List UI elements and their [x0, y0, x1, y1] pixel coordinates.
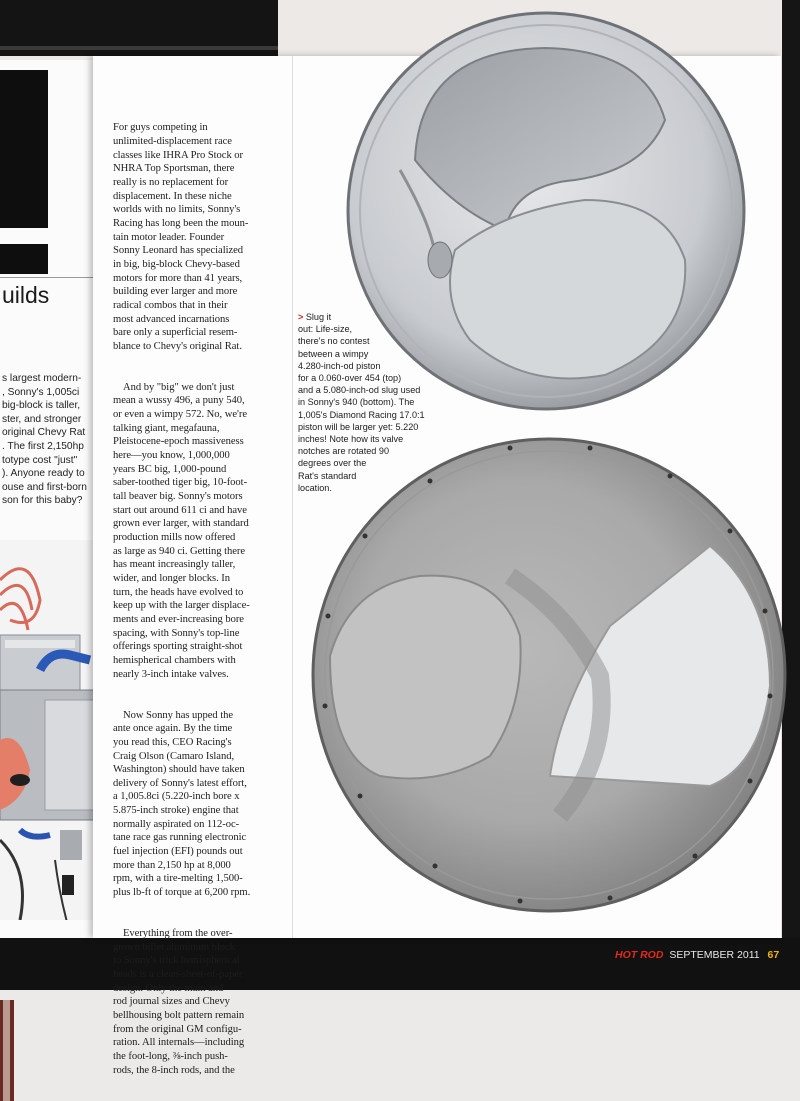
- caption-marker: >: [298, 312, 304, 322]
- top-band-stripe: [0, 46, 278, 50]
- headline-rule: [0, 277, 100, 278]
- article-paragraph-1: For guys competing in unlimited-displacement race classes like IHRA Pro Stock or NHRA Top Sportsman, there really is no replacement for displacement. In these niche worlds with no limits, Sonny's Racing has long been the moun- tain motor leader. Founder Sonny Leonard has specialized in big, big-block Chevy-based motors for more than 41 years, building ever larger and more radical combos that in their most advanced incarnations bare only a superficial resem- blance to Chevy's original Rat.: [113, 122, 249, 352]
- book-spine-inner: [3, 1000, 10, 1101]
- headline-letter-fragment: [0, 70, 48, 228]
- valve-pocket-left: [330, 576, 521, 779]
- left-column-line: original Chevy Rat: [2, 427, 86, 439]
- article-paragraph-3: Now Sonny has upped the ante once again. By the time you read this, CEO Racing's Craig Olson (Camaro Island, Washington) should have taken delivery of Sonny's latest effort, a 1,005.8ci (5.220-inch bore x 5.875-inch stroke) engine that normally aspirated on 112-oc- tane race gas running electronic fuel injection (EFI) pounds out more than 2,150 hp at 8,000 rpm, with a tire-melting 1,500- plus lb-ft of torque at 6,200 rpm.: [113, 709, 251, 899]
- left-column-line: son for this baby?: [2, 495, 83, 507]
- left-column-line: ster, and stronger: [2, 413, 82, 425]
- left-column-line: , Sonny's 1,005ci: [2, 386, 80, 398]
- article-paragraph-2: And by "big" we don't just mean a wussy 496, a puny 540, or even a wimpy 572. No, we're talking giant, megafauna, Pleistocene-epoch massiveness here—you know, 1,000,000 years BC big, 1,000-pound saber-toothed tiger big, 10-foot- tall beaver big. Sonny's motors start out around 611 ci and have grown ever larger, with standard production mills now offered as large as 940 ci. Getting there has meant increasingly taller, wider, and longer blocks. In turn, the heads have evolved to keep up with the larger displace- ments and ever-increasing bore spacing, with Sonny's top-line offerings sporting straight-shot hemispherical chambers with nearly 3-inch intake valves.: [113, 381, 250, 680]
- page-number: 67: [767, 949, 780, 961]
- article-body: [113, 94, 291, 1091]
- caption-text: Slug it out: Life-size, there's no contest between a wimpy 4.280-inch-od piston for a 0.060-over 454 (top) and a 5.080-inch-od slug used in Sonny's 940 (bottom). The 1,005's Diamond Racing 17.0:1 piston will be larger yet: 5.220 inches! Note how its valve notches are rotated 90 degrees over the Rat's standard location.: [298, 312, 425, 493]
- left-column-line: totype cost "just": [2, 454, 78, 466]
- left-column-line: big-block is taller,: [2, 400, 81, 412]
- headline-letter-fragment: [0, 244, 48, 274]
- column-gutter: [292, 56, 293, 938]
- piston-photo-bottom: [310, 436, 788, 914]
- page-footer: [615, 949, 779, 961]
- headline-fragment: uilds: [2, 282, 50, 308]
- article-paragraph-4: Everything from the over- grown billet aluminum block to Sonny's trick hemispherical heads is a clean-sheet-of-paper design. Only the main and rod journal sizes and Chevy bellhousing bolt pattern remain from the original GM configu- ration. All internals—including the foot-long, ⅜-inch push- rods, the 8-inch rods, and the: [113, 928, 245, 1076]
- magazine-name: HOT ROD: [615, 949, 664, 961]
- left-column-line: . The first 2,150hp: [2, 440, 84, 452]
- left-column-line: ouse and first-born: [2, 481, 87, 493]
- left-column-line: s largest modern-: [2, 373, 82, 384]
- issue-date: SEPTEMBER 2011: [669, 949, 760, 961]
- left-column-line: ). Anyone ready to: [2, 468, 85, 480]
